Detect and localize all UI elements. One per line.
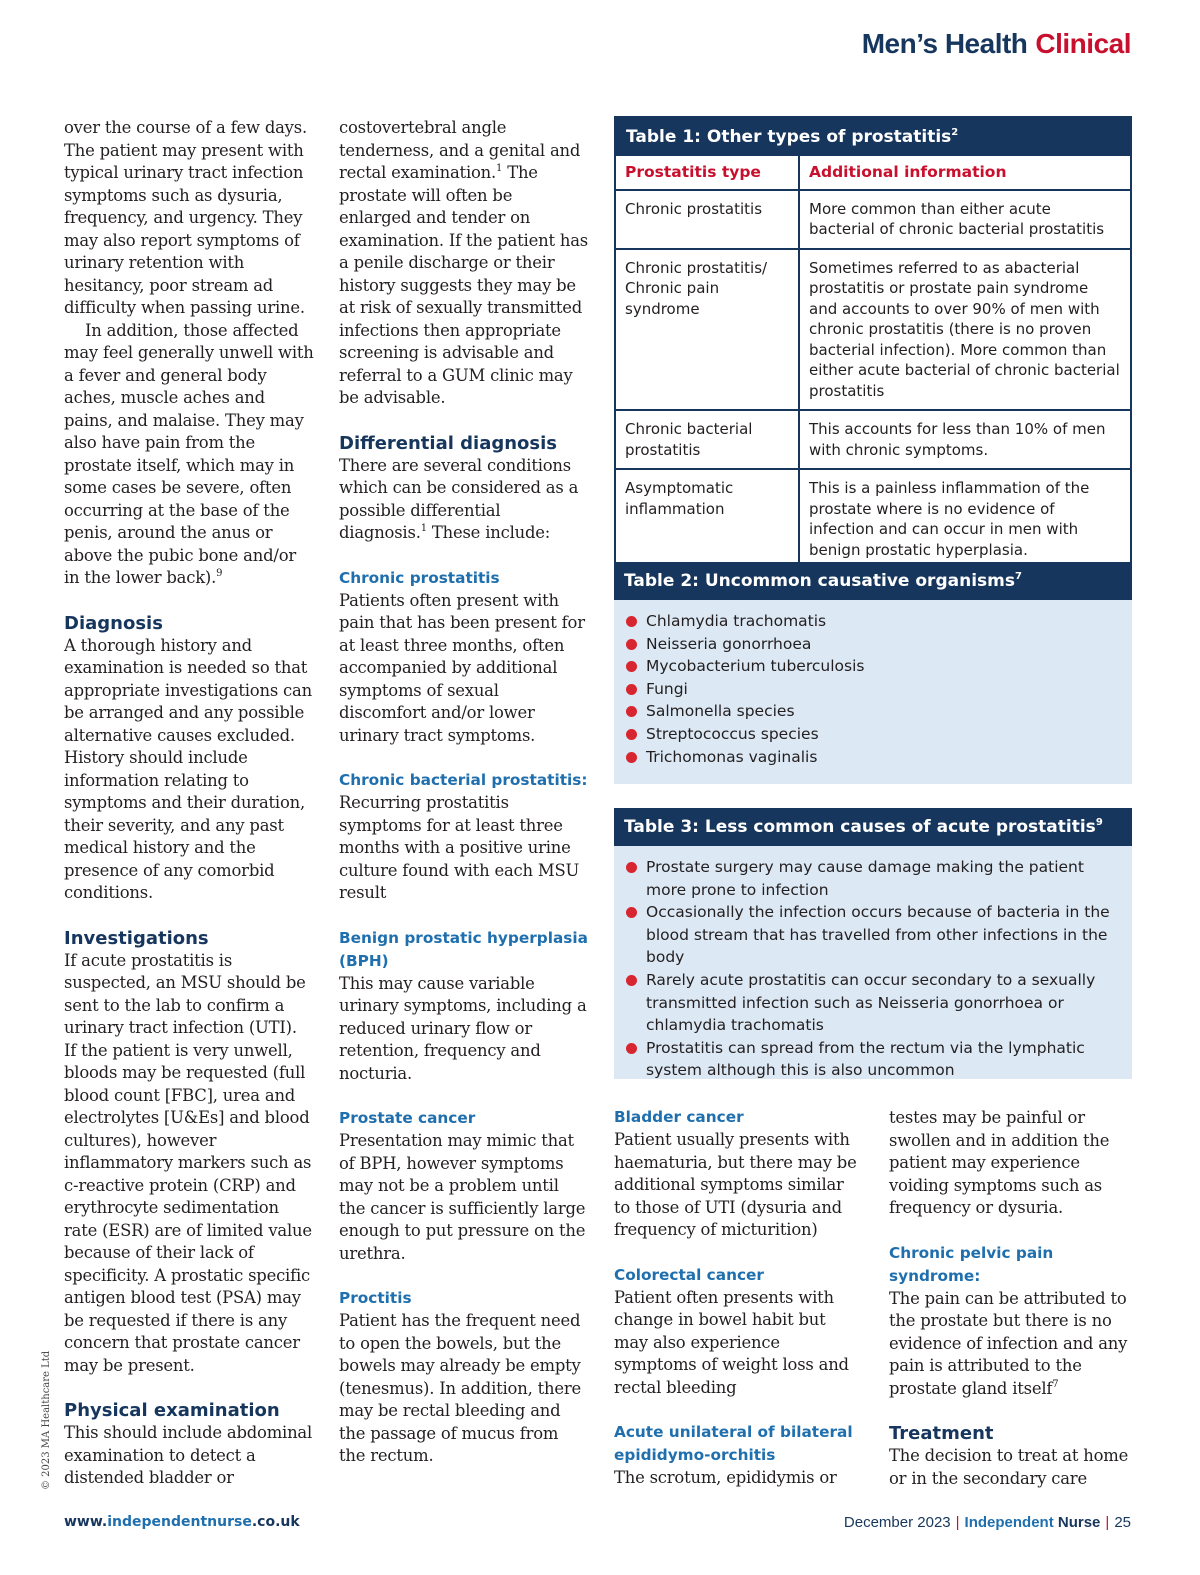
table-cell: Sometimes referred to as abacterial prostatitis or prostate pain syndrome and accounts to over 90% of men with chronic prostatitis (there is no proven bacterial infection). More common than either acute bacterial of chronic bacterial prostatitis <box>809 258 1120 400</box>
paragraph: Patient has the frequent need to open the bowels, but the bowels may already be empty (tenesmus). In addition, there may be rectal bleeding and the passage of mucus from the rectum. <box>339 1311 581 1465</box>
paragraph: The scrotum, epididymis or <box>614 1468 837 1487</box>
website-link[interactable]: www.independentnurse.co.uk <box>64 1514 300 1530</box>
copyright-notice: © 2023 MA Healthcare Ltd <box>41 1350 52 1490</box>
paragraph: In addition, those affected may feel generally unwell with a fever and general body aches, muscle aches and pains, and malaise. They may also have pain from the prostate itself, which may in some cases be severe, often occurring at the base of the penis, around the anus or above the pubic bone and/or in the lower back).$^9$ <box>64 320 314 587</box>
table-title: Table 3: Less common causes of acute prostatitis$^9$ <box>614 808 1132 846</box>
section-title: Men’s Health <box>861 28 1028 59</box>
table-title: Table 1: Other types of prostatitis$^2$ <box>616 118 1130 156</box>
list-item: Occasionally the infection occurs because of bacteria in the blood stream that has travelled from other infections in the body <box>624 901 1114 969</box>
list-item: Streptococcus species <box>624 723 1114 746</box>
table-header-row <box>616 156 1130 189</box>
paragraph: testes may be painful or swollen and in addition the patient may experience voiding symptoms such as frequency or dysuria. <box>889 1108 1110 1217</box>
reference-mark: 1 <box>496 163 503 174</box>
list-item: Trichomonas vaginalis <box>624 746 1114 769</box>
paragraph: This may cause variable urinary symptoms, including a reduced urinary flow or retention, frequency and nocturia. <box>339 973 587 1083</box>
subheading-prostate-cancer: Prostate cancer <box>339 1109 476 1127</box>
table-row <box>616 189 1130 248</box>
table-cell: Chronic prostatitis <box>616 191 800 248</box>
reference-mark: 7 <box>1052 1378 1059 1390</box>
paragraph: Patient usually presents with haematuria, but there may be additional symptoms similar to those of UTI (dysuria and frequency of micturition) <box>614 1130 857 1239</box>
table-title: Table 2: Uncommon causative organisms$^7$ <box>614 562 1132 600</box>
paragraph: Patients often present with pain that has been present for at least three months, often accompanied by additional symptoms of sexual discomfort and/or lower urinary tract symptoms. <box>339 590 585 745</box>
table-cell: Asymptomatic inflammation <box>616 470 800 568</box>
list-item: Mycobacterium tuberculosis <box>624 655 1114 678</box>
paragraph: costovertebral angle tenderness, and a genital and rectal examination.$^1$ The prostate will often be enlarged and tender on examination. If the patient has a penile discharge or their history suggests they may be at risk of sexually transmitted infections then appropriate screening is advisable and referral to a GUM clinic may be advisable. <box>339 118 588 407</box>
organism-list <box>614 600 1132 768</box>
reference-mark: 2 <box>951 127 959 138</box>
list-item: Neisseria gonorrhoea <box>624 633 1114 656</box>
table-cell: This accounts for less than 10% of men with chronic symptoms. <box>809 420 1106 459</box>
column-3 <box>614 1106 864 1490</box>
causes-list <box>614 846 1132 1082</box>
table-cell: Chronic prostatitis/ Chronic pain syndrome <box>616 250 800 410</box>
table-row <box>616 468 1130 568</box>
list-item: Prostate surgery may cause damage making the patient more prone to infection <box>624 856 1114 901</box>
table-cell: This is a painless inflammation of the prostate where is no evidence of infection and can occur in men with benign prostatic hyperplasia. <box>809 479 1090 559</box>
table-1 <box>614 116 1132 570</box>
page-number: 25 <box>1114 1514 1131 1531</box>
section-heading-investigations: Investigations <box>64 927 209 949</box>
column-header: Prostatitis type <box>616 156 800 189</box>
paragraph: There are several conditions which can be considered as a possible differential diagnosis.$^1$ These include: <box>339 455 579 542</box>
paragraph: Presentation may mimic that of BPH, however symptoms may not be a problem until the cancer is sufficiently large enough to put pressure on the urethra. <box>339 1131 586 1263</box>
reference-mark: 9 <box>1095 817 1103 828</box>
list-item: Prostatitis can spread from the rectum via the lymphatic system although this is also uncommon <box>624 1037 1114 1082</box>
subheading-proctitis: Proctitis <box>339 1289 412 1307</box>
column-header: Additional information <box>809 163 1007 181</box>
category-label: Clinical <box>1035 28 1131 59</box>
section-heading-physical-examination: Physical examination <box>64 1400 280 1421</box>
subheading-chronic-pelvic-pain: Chronic pelvic pain syndrome: <box>889 1243 1054 1285</box>
paragraph: Patient often presents with change in bowel habit but may also experience symptoms of weight loss and rectal bleeding <box>614 1287 849 1397</box>
paragraph: Recurring prostatitis symptoms for at least three months with a positive urine culture found with each MSU result <box>339 793 580 902</box>
section-heading-differential-diagnosis: Differential diagnosis <box>339 432 558 454</box>
running-header <box>862 28 1131 60</box>
list-item: Salmonella species <box>624 700 1114 723</box>
paragraph: The pain can be attributed to the prostate but there is no evidence of infection and any pain is attributed to the prostate gland itself$^7$ <box>889 1288 1128 1398</box>
paragraph: The decision to treat at home or in the secondary care <box>889 1446 1129 1488</box>
table-2 <box>614 562 1132 784</box>
paragraph: If acute prostatitis is suspected, an MSU should be sent to the lab to confirm a urinary tract infection (UTI). If the patient is very unwell, bloods may be requested (full blood count [FBC], urea and electrolytes [U&Es] and blood cultures), however inflammatory markers such as c-reactive protein (CRP) and erythrocyte sedimentation rate (ESR) are of limited value because of their lack of specificity. A prostatic specific antigen blood test (PSA) may be requested if there is any concern that prostate cancer may be present. <box>64 950 312 1375</box>
subheading-chronic-bacterial-prostatitis: Chronic bacterial prostatitis: <box>339 771 588 789</box>
publication-name-b: Nurse <box>1053 1514 1101 1531</box>
column-1 <box>64 117 314 1490</box>
table-row <box>616 409 1130 468</box>
subheading-bladder-cancer: Bladder cancer <box>614 1108 744 1126</box>
divider: | <box>955 1514 960 1531</box>
page-footer <box>844 1514 1131 1531</box>
subheading-colorectal-cancer: Colorectal cancer <box>614 1265 764 1284</box>
reference-mark: 7 <box>1014 571 1022 582</box>
table-3 <box>614 808 1132 1079</box>
issue-date: December 2023 <box>843 1514 951 1531</box>
list-item: Rarely acute prostatitis can occur secondary to a sexually transmitted infection such as Neisseria gonorrhoea or chlamydia trachomatis <box>624 969 1114 1037</box>
section-heading-treatment: Treatment <box>889 1423 994 1444</box>
paragraph: over the course of a few days. The patient may present with typical urinary tract infection symptoms such as dysuria, frequency, and urgency. They may also report symptoms of urinary retention with hesitancy, poor stream ad difficulty when passing urine. <box>64 118 307 317</box>
paragraph: This should include abdominal examination to detect a distended bladder or <box>64 1423 313 1487</box>
table-cell: More common than either acute bacterial of chronic bacterial prostatitis <box>809 199 1105 238</box>
publication-name-a: Independent <box>964 1514 1054 1531</box>
list-item: Chlamydia trachomatis <box>624 610 1114 633</box>
paragraph: A thorough history and examination is needed so that appropriate investigations can be arranged and any possible alternative causes excluded. History should include information relating to symptoms and their duration, their severity, and any past medical history and the presence of any comorbid conditions. <box>64 635 312 902</box>
table-row <box>616 248 1130 410</box>
divider: | <box>1105 1514 1110 1531</box>
subheading-bph: Benign prostatic hyperplasia (BPH) <box>339 928 588 970</box>
column-2 <box>339 117 589 1468</box>
table-cell: Chronic bacterial prostatitis <box>616 411 800 468</box>
reference-mark: 1 <box>420 523 427 534</box>
list-item: Fungi <box>624 678 1114 701</box>
reference-mark: 9 <box>216 568 223 579</box>
subheading-epididymo-orchitis: Acute unilateral of bilateral epididymo-orchitis <box>614 1423 853 1464</box>
section-heading-diagnosis: Diagnosis <box>64 612 163 634</box>
subheading-chronic-prostatitis: Chronic prostatitis <box>339 568 500 587</box>
column-4 <box>889 1106 1139 1490</box>
